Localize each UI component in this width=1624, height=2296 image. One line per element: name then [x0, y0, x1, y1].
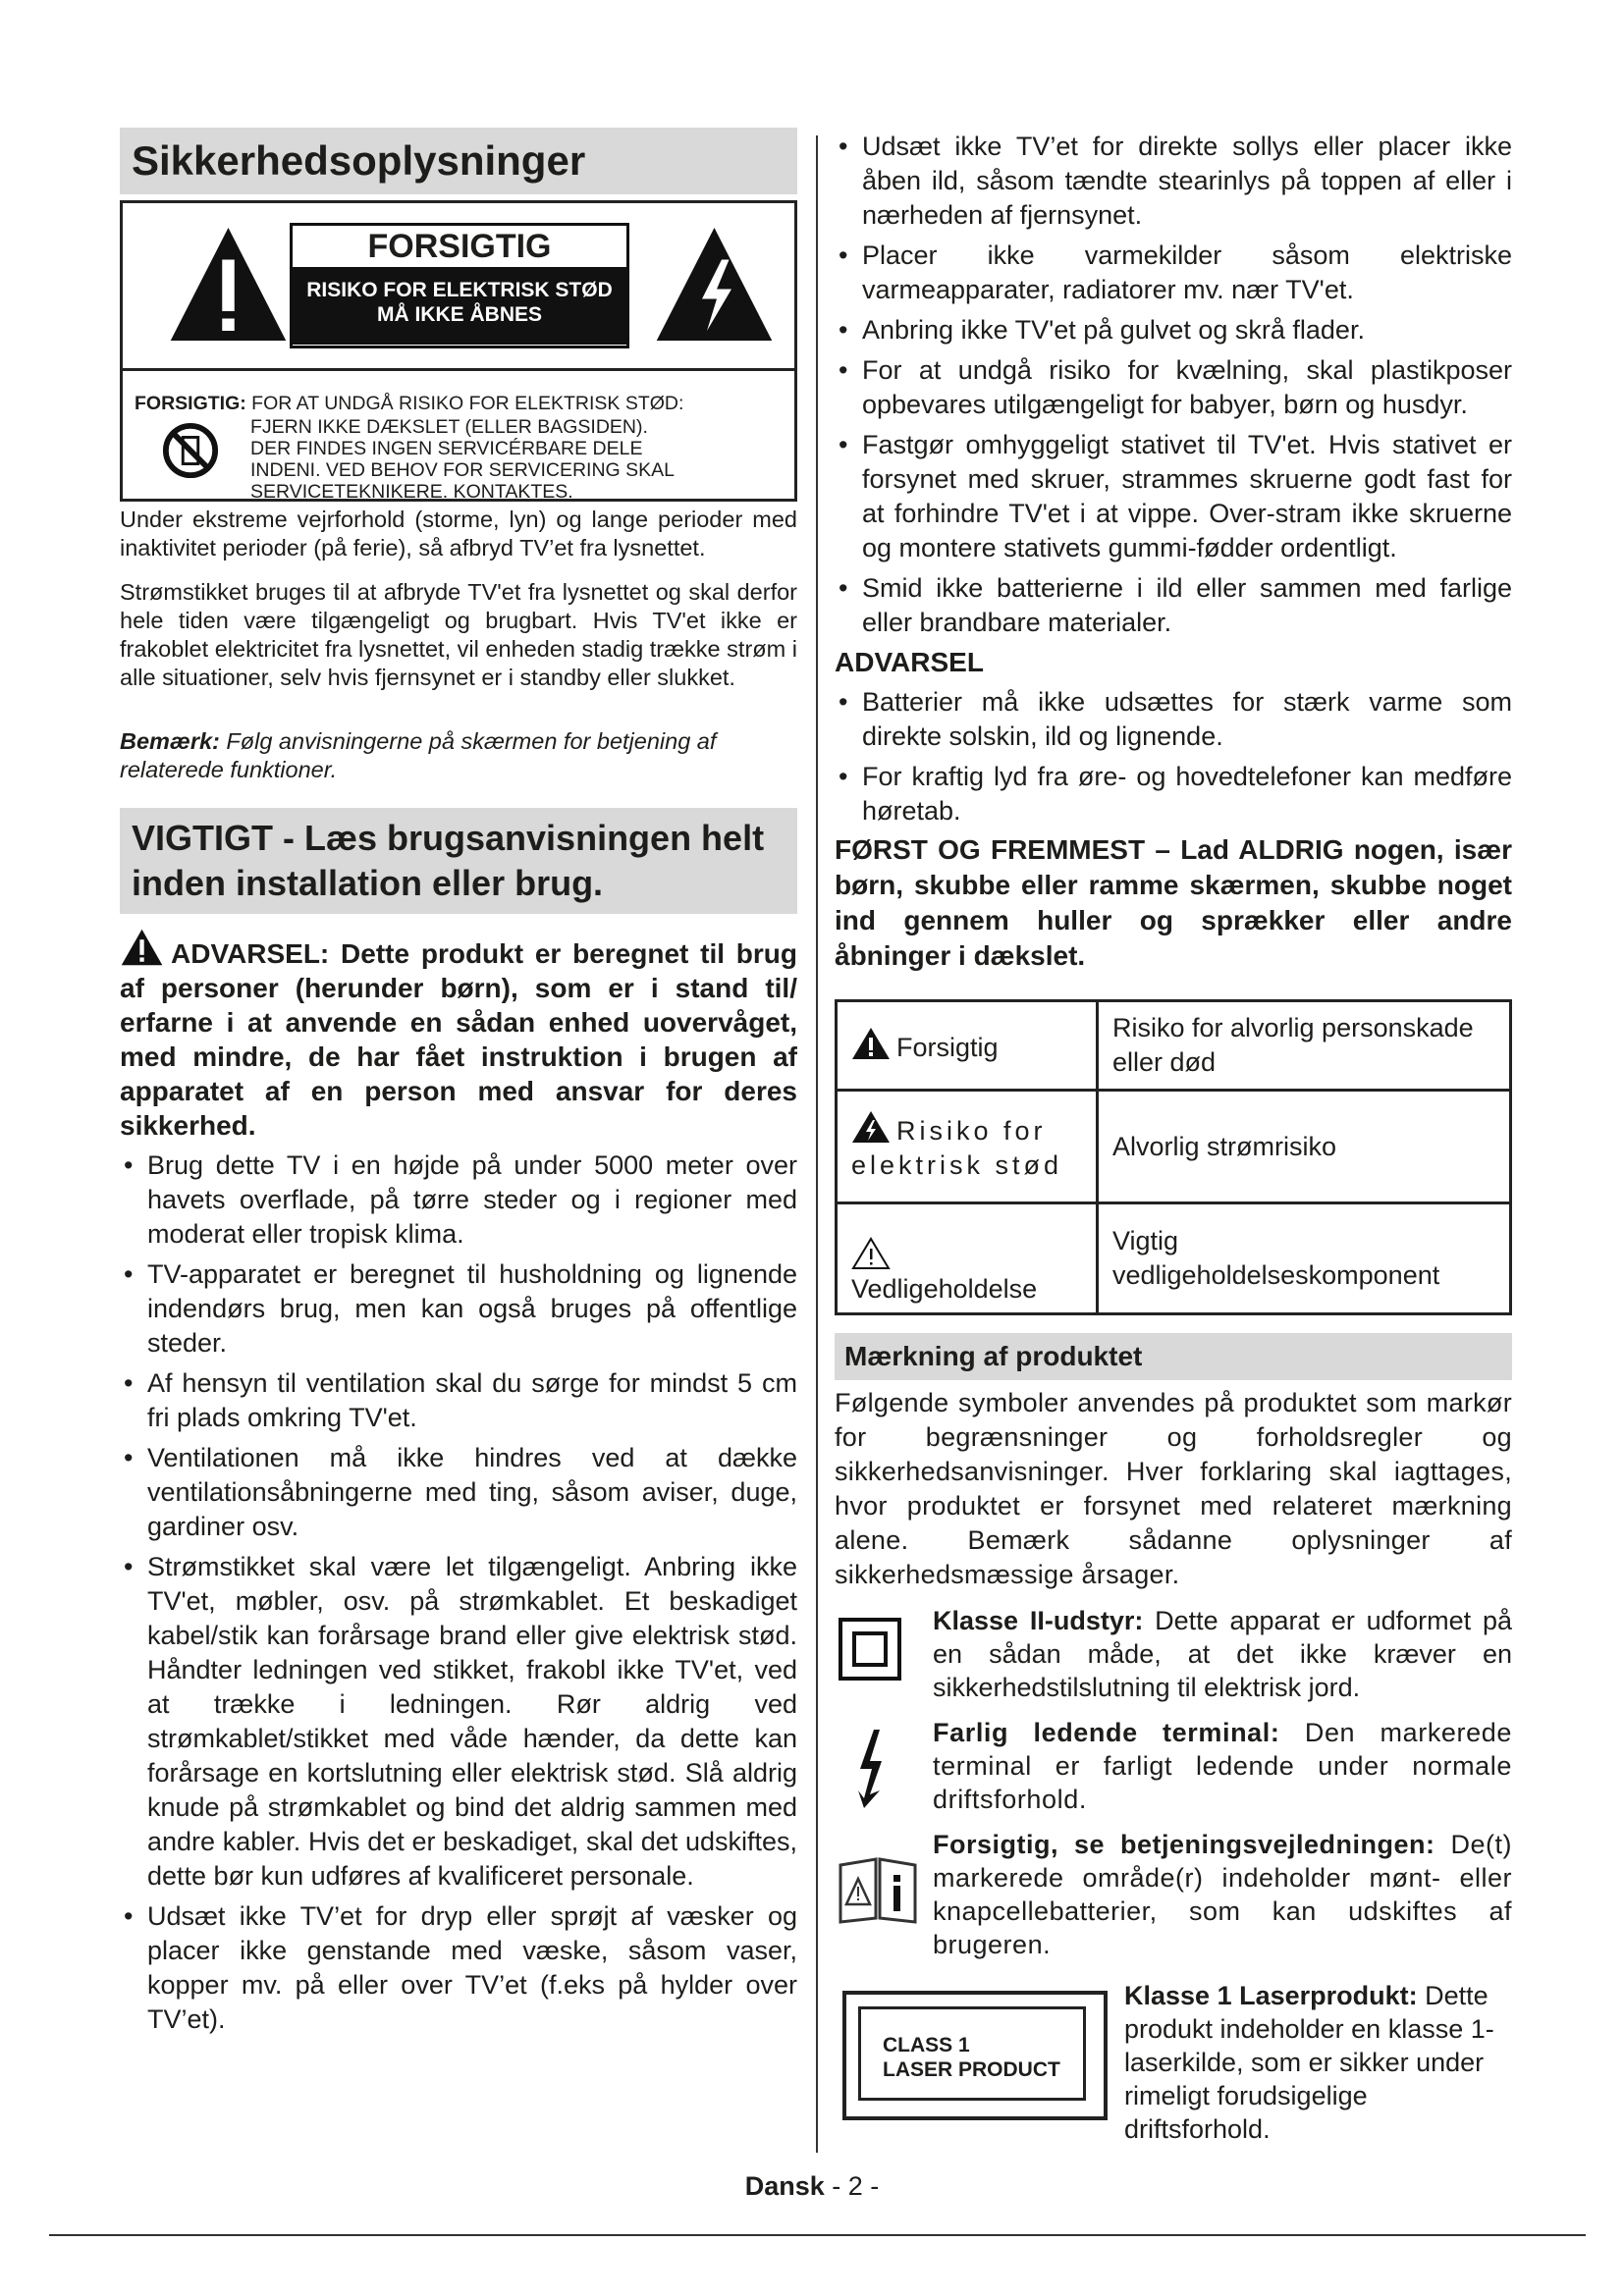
paragraph-power-plug: Strømstikket bruges til at afbryde TV'et fra lysnettet og skal derfor hele tiden være tilgængeligt og brugbart. Hvis TV'et ikke er frakoblet elektricitet fra lysnettet, vil enheden stadig trække strøm i alle situationer, selv hvis fjernsynet er i standby eller slukket.: [120, 579, 797, 690]
list-item: • Smid ikke batterierne i ild eller sammen med farlige eller brandbare materialer.: [835, 571, 1512, 640]
page-footer: [0, 2171, 1624, 2202]
caution-text-line1: FOR AT UNDGÅ RISIKO FOR ELEKTRISK STØD:: [251, 393, 684, 414]
list-item: • Anbring ikke TV'et på gulvet og skrå flader.: [835, 313, 1512, 347]
mark-text: Den markerede terminal er farligt ledende under normale driftsforhold.: [933, 1718, 1512, 1814]
caution-text-line5: SERVICETEKNIKERE. KONTAKTES.: [250, 481, 573, 503]
lightning-triangle-icon: [653, 223, 776, 346]
warning-triangle-icon: [120, 928, 171, 967]
mark-hazardous-terminal: [835, 1716, 1512, 1816]
maintenance-triangle-icon: [851, 1237, 891, 1270]
caution-center: [290, 223, 629, 348]
list-item: • For at undgå risiko for kvælning, skal plastikposer opbevares utilgængeligt for babyer, børn og husdyr.: [835, 353, 1512, 422]
warning-text: ADVARSEL: Dette produkt er beregnet til brug af personer (herunder børn), som er i stand til/ erfarne i at anvende en sådan enhed uovervåget, med mindre, de har fået instruktion i brugen af apparatet af en person med ansvar for deres sikkerhed.: [120, 938, 797, 1141]
laser-label-line2: LASER PRODUCT: [883, 2058, 1060, 2081]
list-item: • Batterier må ikke udsættes for stærk varme som direkte solskin, ild og lignende.: [835, 685, 1512, 754]
marking-heading: Mærkning af produktet: [835, 1333, 1512, 1380]
list-item: • TV-apparatet er beregnet til husholdning og lignende indendørs brug, men kan også bruges på offentlige steder.: [120, 1257, 797, 1361]
table-row: [837, 1203, 1511, 1314]
manual-icon: [837, 1855, 919, 1924]
advarsel-heading: ADVARSEL: [835, 647, 984, 677]
table-cell-meaning: Risiko for alvorlig personskade eller død: [1098, 1001, 1511, 1091]
table-cell-symbol-label: Risiko for elektrisk stød: [851, 1116, 1063, 1180]
section-title-safety: Sikkerhedsoplysninger: [120, 128, 797, 194]
laser-label-line1: CLASS 1: [883, 2034, 970, 2056]
section-title-important: VIGTIGT - Læs brugsanvisningen helt inden installation eller brug.: [120, 808, 797, 914]
list-item: • For kraftig lyd fra øre- og hovedtelefoner kan medføre høretab.: [835, 760, 1512, 828]
table-cell-symbol-label: Vedligeholdelse: [851, 1274, 1038, 1304]
bottom-rule: [49, 2234, 1586, 2236]
marking-intro: Følgende symboler anvendes på produktet som markør for begrænsninger og forholdsregler og sikkerhedsanvisninger. Hver forklaring skal iagttages, hvor produktet er forsynet med relateret mærkning alene. Bemærk sådanne oplysninger af sikkerhedsmæssige årsager.: [835, 1388, 1512, 1589]
laser-product: [835, 1979, 1512, 2151]
list-item: • Udsæt ikke TV’et for direkte sollys eller placer ikke åben ild, såsom tændte stearinlys på toppen af eller i nærheden af fjernsynet.: [835, 130, 1512, 233]
right-column: [835, 130, 1512, 2151]
right-bullet-list: [835, 130, 1512, 640]
no-open-icon: [162, 422, 219, 479]
list-item: • Brug dette TV i en højde på under 5000 meter over havets overflade, på tørre steder og i regioner med moderat eller tropisk klima.: [120, 1148, 797, 1252]
list-item: • Strømstikket skal være let tilgængeligt. Anbring ikke TV'et, møbler, osv. på strømkablet. Et beskadiget kabel/stik kan forårsage brand eller give elektrisk stød. Håndter ledningen ved stikket, frakobl ikke TV'et, ved at trække i ledningen. Rør aldrig ved strømkablet/stikket med våde hænder, da dette kan forårsage en kortslutning eller elektrisk stød. Slå aldrig knude på strømkablet og bind det aldrig sammen med andre kabler. Hvis det er beskadiget, skal det udskiftes, dette bør kun udføres af kvalificeret personale.: [120, 1550, 797, 1894]
caution-text-line3: DER FINDES INGEN SERVICÉRBARE DELE: [250, 438, 643, 459]
symbol-table: [835, 999, 1512, 1315]
list-item: • Af hensyn til ventilation skal du sørge for mindst 5 cm fri plads omkring TV'et.: [120, 1366, 797, 1435]
note-label: Bemærk:: [120, 728, 220, 754]
laser-label: [842, 1991, 1108, 2120]
footer-language: Dansk: [744, 2171, 825, 2201]
list-item: • Placer ikke varmekilder såsom elektriske varmeapparater, radiatorer mv. nær TV'et.: [835, 239, 1512, 307]
table-cell-symbol-label: Forsigtig: [896, 1032, 999, 1062]
table-cell-symbol: [837, 1091, 1098, 1203]
mark-class-ii: [835, 1604, 1512, 1704]
warning-paragraph: [120, 928, 797, 1143]
left-bullet-list: [120, 1148, 797, 2037]
caution-text: [123, 371, 794, 503]
paragraph-weather: Under ekstreme vejrforhold (storme, lyn) og lange perioder med inaktivitet perioder (på ferie), så afbryd TV’et fra lysnettet.: [120, 507, 797, 561]
mark-text: De(t) markerede område(r) indeholder mønt- eller knapcellebatterier, som kan udskiftes af brugeren.: [933, 1830, 1513, 1959]
table-cell-meaning: Vigtig vedligeholdelseskomponent: [1098, 1203, 1511, 1314]
column-divider: [816, 135, 818, 2153]
table-cell-meaning: Alvorlig strømrisiko: [1098, 1091, 1511, 1203]
page-number: - 2 -: [824, 2171, 880, 2201]
laser-text: Dette produkt indeholder en klasse 1-laserkilde, som er sikker under rimeligt forudsigelige driftsforhold.: [1124, 1981, 1494, 2144]
lightning-triangle-icon: [851, 1110, 891, 1144]
first-warning: FØRST OG FREMMEST – Lad ALDRIG nogen, især børn, skubbe eller ramme skærmen, skubbe noget ind gennem huller og sprækker eller andre åbninger i dækslet.: [835, 834, 1512, 971]
table-row: [837, 1001, 1511, 1091]
note: [120, 727, 797, 784]
mark-manual: [835, 1828, 1512, 1961]
hazardous-terminal-icon: [854, 1730, 888, 1808]
class-ii-icon: [839, 1618, 901, 1681]
table-cell-symbol: [837, 1001, 1098, 1091]
caution-body-line2: MÅ IKKE ÅBNES: [376, 303, 542, 326]
list-item: • Ventilationen må ikke hindres ved at dække ventilationsåbningerne med ting, såsom aviser, duge, gardiner osv.: [120, 1441, 797, 1544]
caution-text-line2: FJERN IKKE DÆKSLET (ELLER BAGSIDEN).: [250, 416, 648, 438]
mark-title: Farlig ledende terminal:: [933, 1718, 1280, 1747]
laser-title: Klasse 1 Laserprodukt:: [1124, 1981, 1418, 2010]
caution-label: [123, 203, 794, 371]
caution-body-line1: RISIKO FOR ELEKTRISK STØD: [306, 279, 613, 301]
caution-body: [293, 270, 626, 345]
warning-triangle-icon: [167, 223, 290, 346]
mark-text: Dette apparat er udformet på en sådan måde, at det ikke kræver en sikkerhedstilslutning til elektrisk jord.: [933, 1606, 1512, 1702]
left-column: [120, 128, 797, 2037]
table-cell-symbol: [837, 1203, 1098, 1314]
caution-text-label: FORSIGTIG:: [135, 393, 246, 414]
note-text: Følg anvisningerne på skærmen for betjening af relaterede funktioner.: [120, 728, 717, 782]
table-row: [837, 1091, 1511, 1203]
list-item: • Udsæt ikke TV’et for dryp eller sprøjt af væsker og placer ikke genstande med væske, såsom vaser, kopper mv. på eller over TV’et (f.eks på hylder over TV’et).: [120, 1899, 797, 2037]
list-item: • Fastgør omhyggeligt stativet til TV'et. Hvis stativet er forsynet med skruer, strammes skruerne godt fast for at forhindre TV'et i at vippe. Over-stram ikke skruerne og montere stativets gummi-fødder ordentligt.: [835, 428, 1512, 565]
advarsel-list: [835, 685, 1512, 828]
caution-header: FORSIGTIG: [293, 226, 626, 270]
caution-text-line4: INDENI. VED BEHOV FOR SERVICERING SKAL: [250, 459, 675, 481]
warning-triangle-icon: [851, 1027, 891, 1060]
mark-title: Klasse II-udstyr:: [933, 1606, 1144, 1635]
mark-title: Forsigtig, se betjeningsvejledningen:: [933, 1830, 1435, 1859]
caution-box: [120, 200, 797, 502]
